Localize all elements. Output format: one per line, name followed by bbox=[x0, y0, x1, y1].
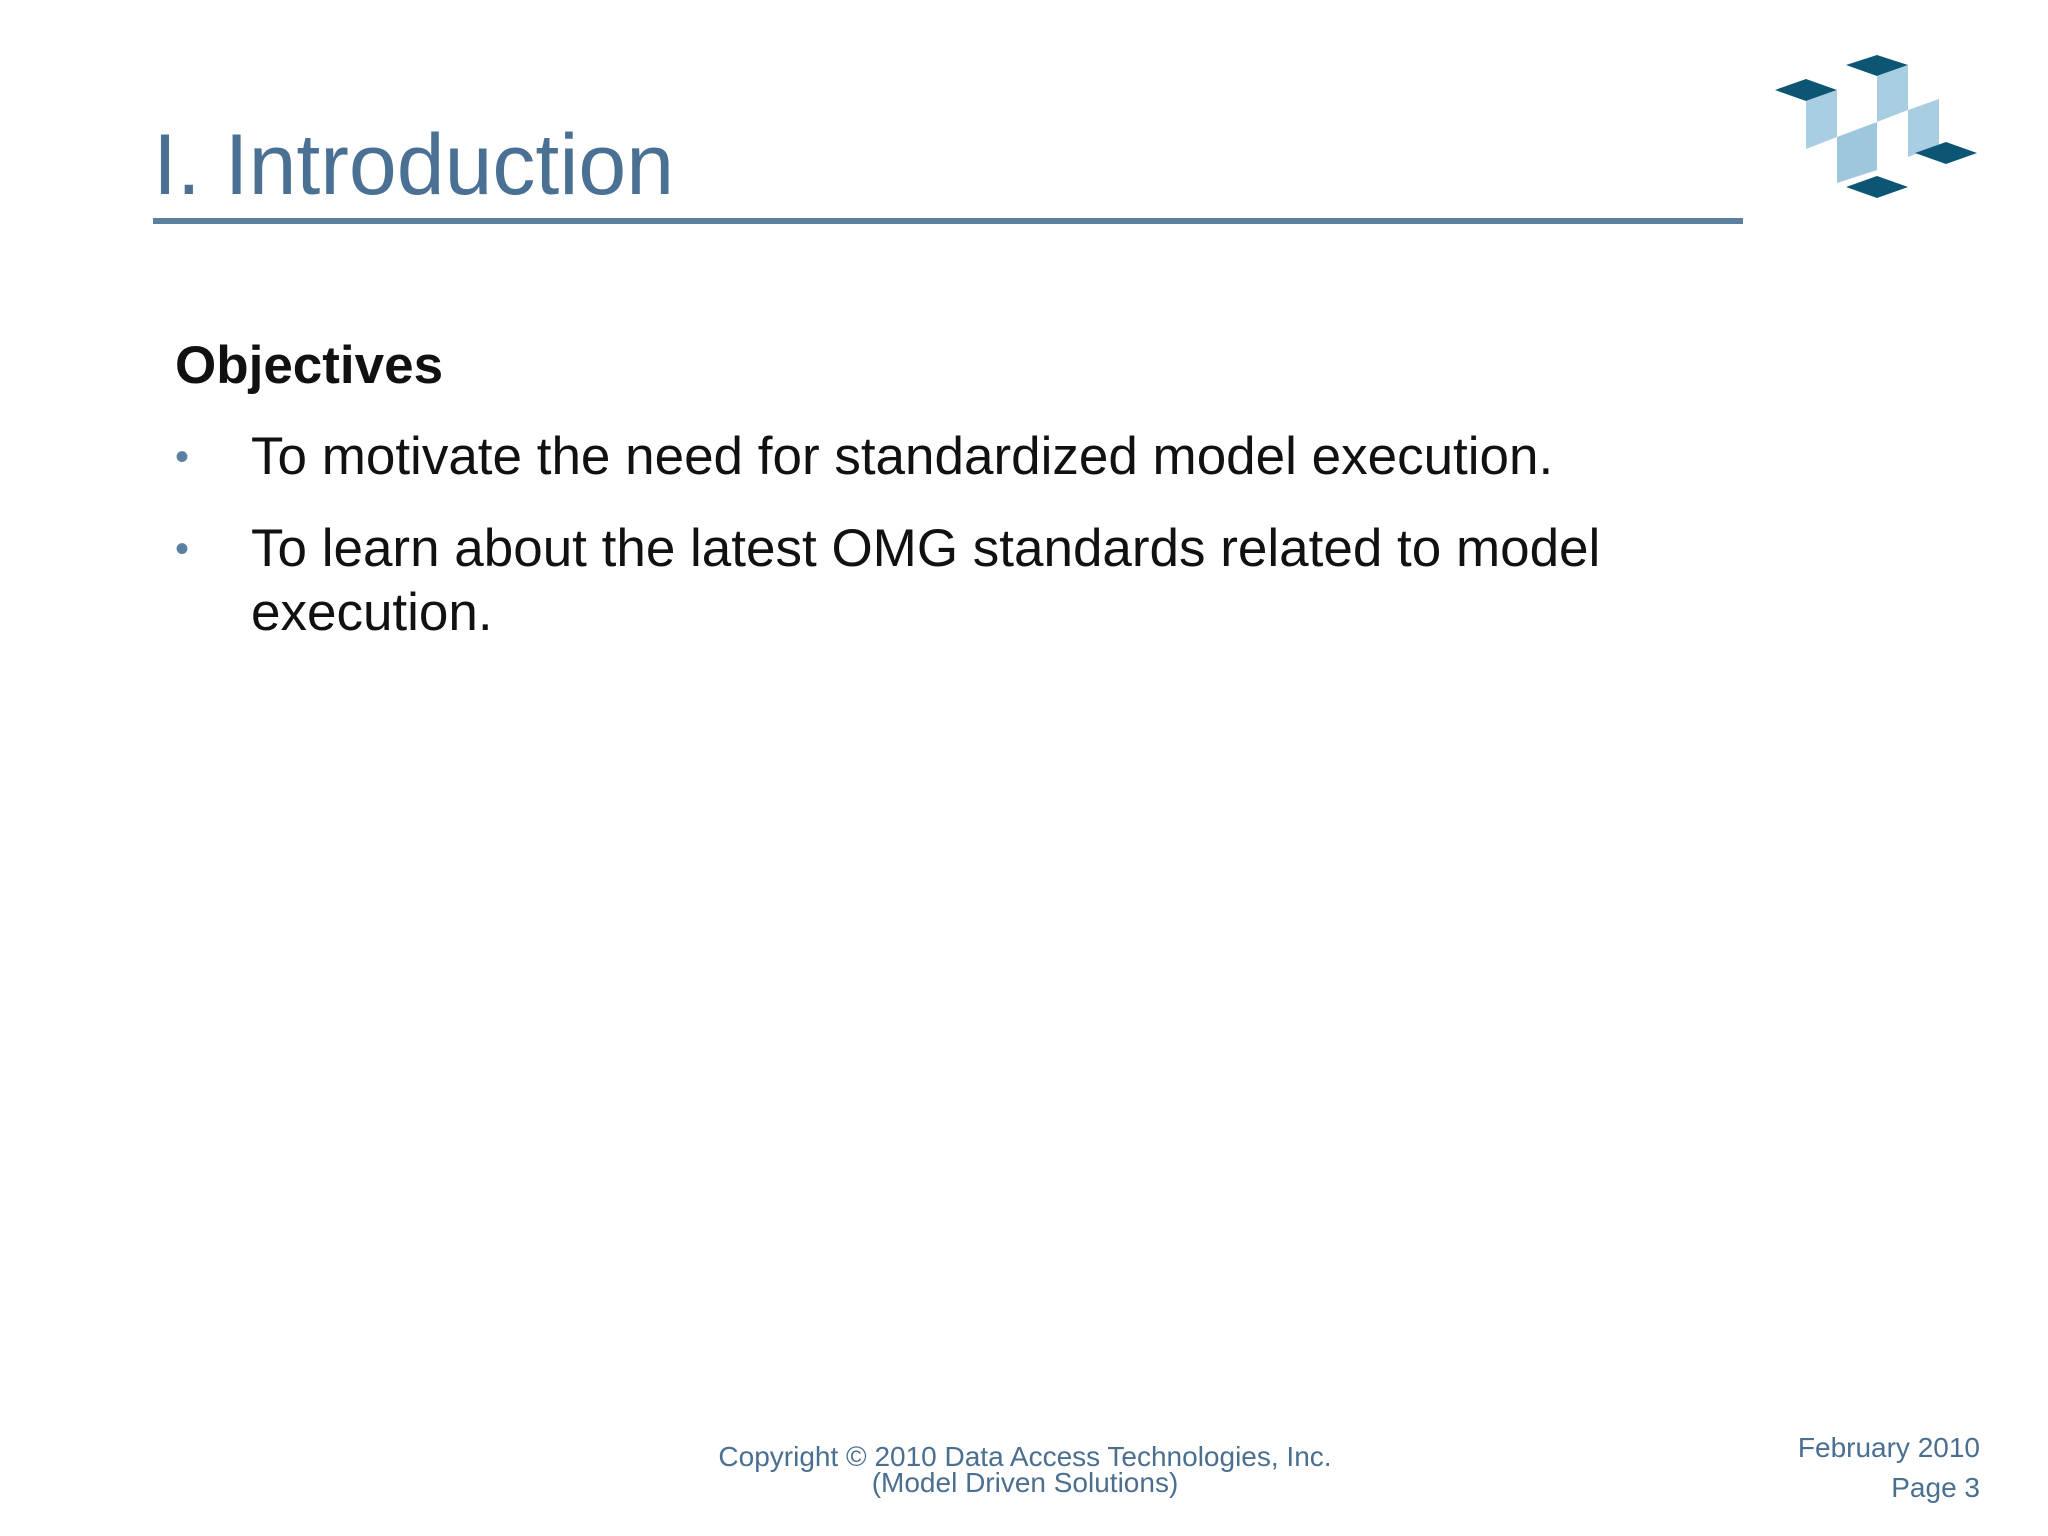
cube-logo-icon bbox=[1775, 55, 1990, 210]
bullet-text: To motivate the need for standardized model execution. bbox=[251, 427, 1554, 486]
logo-light-center bbox=[1837, 122, 1877, 183]
footer-meta bbox=[1798, 1428, 1980, 1508]
bullet-list bbox=[175, 425, 1735, 673]
bullet-text: To learn about the latest OMG standards related to model execution. bbox=[251, 519, 1601, 642]
objectives-heading: Objectives bbox=[175, 336, 444, 395]
footer-date: February 2010 bbox=[1797, 1432, 1980, 1463]
bullet-item bbox=[175, 425, 1735, 489]
logo-dark-bottom bbox=[1846, 176, 1908, 198]
bullet-dot-icon: • bbox=[175, 435, 190, 479]
page-number: Page 3 bbox=[1891, 1472, 1980, 1503]
copyright-line: Copyright © 2010 Data Access Technologies, Inc. bbox=[718, 1441, 1332, 1472]
slide-title: I. Introduction bbox=[153, 117, 675, 213]
bullet-item bbox=[175, 517, 1735, 645]
title-divider bbox=[153, 218, 1743, 224]
footer-copyright bbox=[520, 1441, 1530, 1498]
bullet-dot-icon: • bbox=[175, 527, 190, 571]
copyright-subline: (Model Driven Solutions) bbox=[871, 1467, 1179, 1498]
